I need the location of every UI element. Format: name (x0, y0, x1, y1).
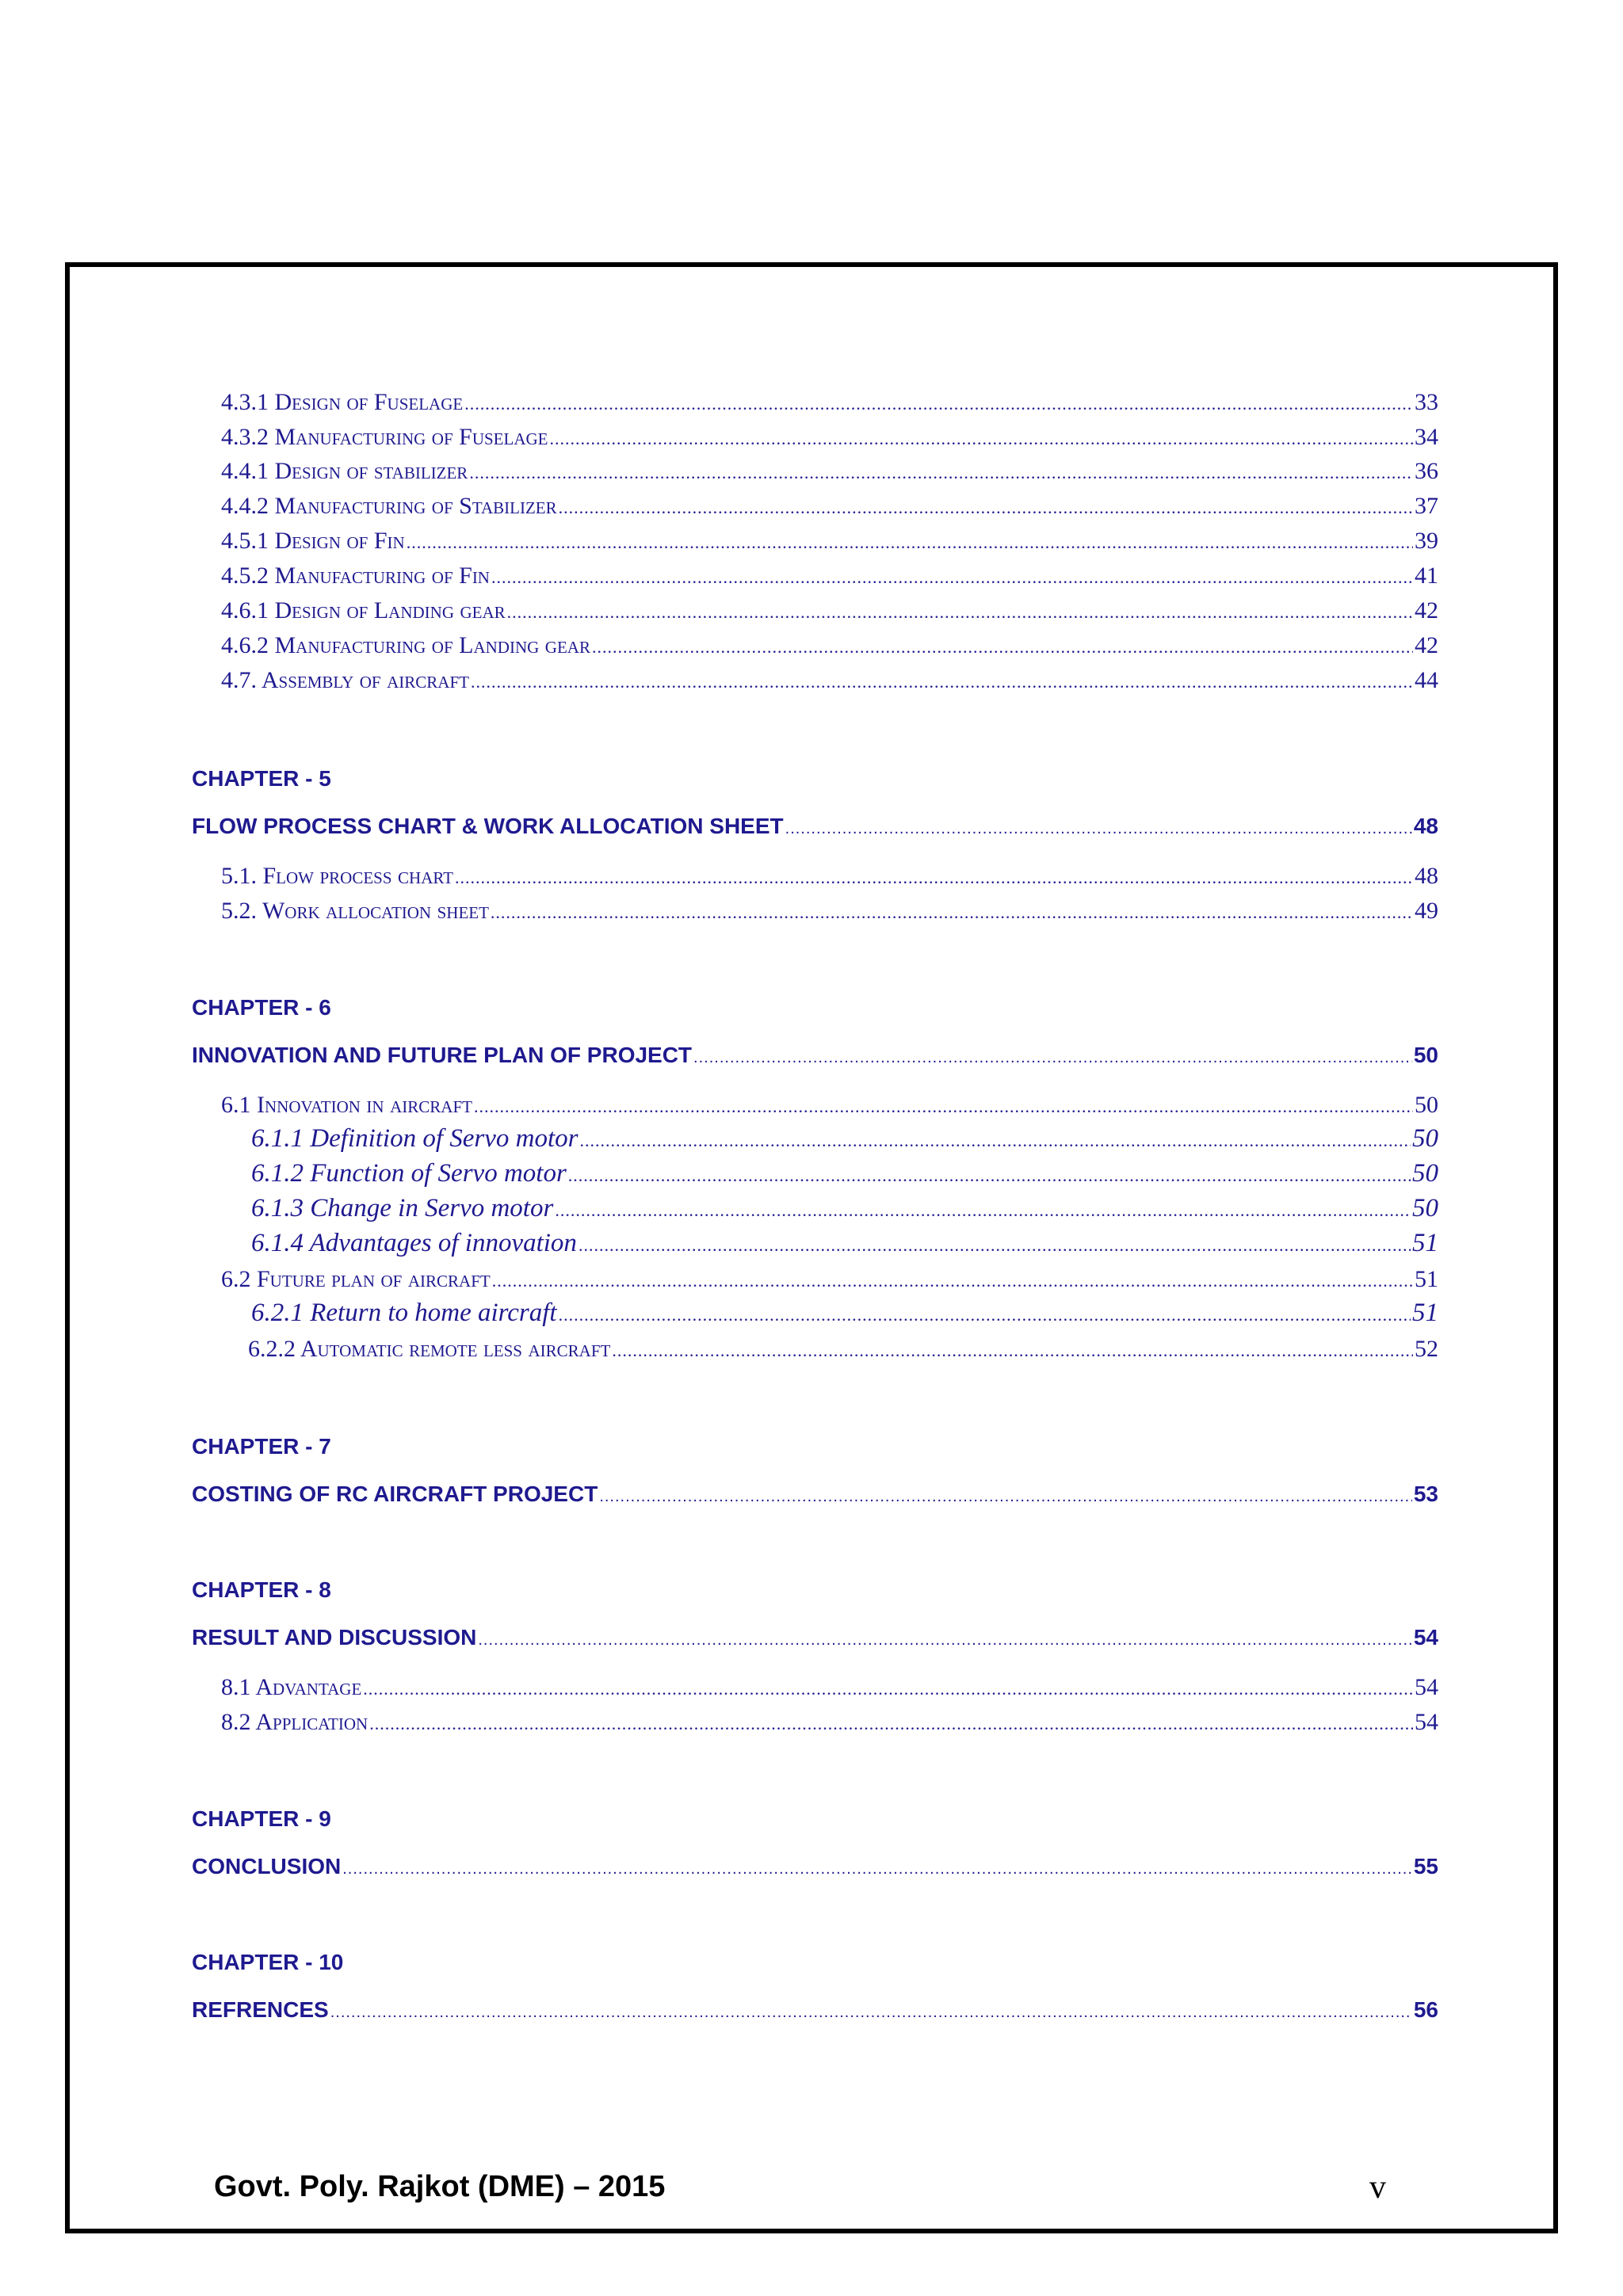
toc-label: 4.6.1 Design of Landing gear (221, 597, 506, 624)
toc-label: 6.1.4 Advantages of innovation (251, 1229, 577, 1257)
leader-dots (592, 637, 1413, 658)
leader-dots (507, 602, 1413, 623)
chapter-6-heading: CHAPTER - 6 (192, 995, 331, 1020)
toc-label: 4.3.2 Manufacturing of Fuselage (221, 424, 548, 450)
leader-dots (330, 2004, 1412, 2022)
toc-chapter-9-title[interactable] (192, 1854, 1438, 1879)
chapter-5-heading: CHAPTER - 5 (192, 766, 331, 791)
toc-entry-6-1-3[interactable] (251, 1194, 1438, 1223)
toc-page: 50 (1413, 1043, 1438, 1067)
toc-entry-6-2-2[interactable] (248, 1336, 1438, 1363)
toc-page: 55 (1413, 1854, 1438, 1878)
toc-label: 6.1.3 Change in Servo motor (251, 1194, 554, 1222)
toc-page: 44 (1415, 667, 1438, 693)
toc-chapter-6-title[interactable] (192, 1043, 1438, 1068)
toc-entry-5-2[interactable] (221, 898, 1438, 925)
toc-page: 36 (1415, 458, 1438, 484)
toc-page: 54 (1415, 1709, 1438, 1735)
toc-entry-6-1-4[interactable] (251, 1229, 1438, 1258)
toc-label: 4.5.1 Design of Fin (221, 528, 405, 554)
toc-page: 37 (1415, 493, 1438, 519)
toc-page: 52 (1415, 1336, 1438, 1362)
leader-dots (491, 902, 1413, 923)
leader-dots (363, 1679, 1413, 1699)
toc-page: 53 (1413, 1482, 1438, 1506)
toc-entry-6-2-1[interactable] (251, 1299, 1438, 1328)
toc-page: 42 (1415, 597, 1438, 624)
toc-entry-4-7[interactable] (221, 667, 1438, 694)
toc-entry-4-5-2[interactable] (221, 563, 1438, 589)
toc-label: 6.2.2 Automatic remote less aircraft (248, 1336, 611, 1362)
toc-chapter-5-title[interactable] (192, 814, 1438, 839)
toc-label: RESULT AND DISCUSSION (192, 1625, 477, 1650)
leader-dots (579, 1131, 1411, 1151)
toc-entry-6-1-2[interactable] (251, 1159, 1438, 1188)
toc-label: 6.1.1 Definition of Servo motor (251, 1124, 579, 1153)
toc-page: 33 (1415, 389, 1438, 415)
toc-page: 41 (1415, 563, 1438, 589)
toc-entry-4-4-1[interactable] (221, 458, 1438, 485)
toc-entry-6-2[interactable] (221, 1266, 1438, 1293)
toc-label: 4.3.1 Design of Fuselage (221, 389, 464, 415)
leader-dots (612, 1341, 1413, 1361)
leader-dots (579, 1235, 1411, 1256)
toc-entry-6-1-1[interactable] (251, 1124, 1438, 1154)
leader-dots (549, 429, 1413, 449)
toc-label: REFRENCES (192, 1997, 329, 2022)
chapter-9-heading: CHAPTER - 9 (192, 1806, 331, 1831)
toc-page: 51 (1415, 1266, 1438, 1292)
toc-page: 50 (1415, 1092, 1438, 1118)
toc-chapter-8-title[interactable] (192, 1625, 1438, 1650)
leader-dots (492, 1271, 1413, 1291)
toc-entry-6-1[interactable] (221, 1092, 1438, 1119)
toc-page: 51 (1412, 1299, 1438, 1327)
toc-page: 48 (1413, 814, 1438, 838)
toc-label: 4.5.2 Manufacturing of Fin (221, 563, 490, 589)
leader-dots (599, 1488, 1412, 1506)
chapter-10-heading: CHAPTER - 10 (192, 1950, 344, 1974)
toc-entry-4-3-1[interactable] (221, 389, 1438, 416)
toc-label: 6.1 Innovation in aircraft (221, 1092, 472, 1118)
toc-page: 50 (1412, 1159, 1438, 1188)
toc-entry-4-5-1[interactable] (221, 528, 1438, 555)
toc-label: CONCLUSION (192, 1854, 342, 1878)
leader-dots (559, 498, 1413, 518)
toc-page: 54 (1415, 1674, 1438, 1700)
leader-dots (559, 1305, 1411, 1325)
leader-dots (478, 1631, 1411, 1650)
toc-page: 34 (1415, 424, 1438, 450)
chapter-8-heading: CHAPTER - 8 (192, 1577, 331, 1602)
toc-page: 39 (1415, 528, 1438, 554)
toc-label: 4.4.1 Design of stabilizer (221, 458, 468, 484)
toc-label: 6.2 Future plan of aircraft (221, 1266, 491, 1292)
leader-dots (455, 868, 1413, 888)
toc-label: 4.6.2 Manufacturing of Landing gear (221, 632, 590, 658)
leader-dots (568, 1165, 1411, 1186)
toc-label: 4.4.2 Manufacturing of Stabilizer (221, 493, 557, 519)
leader-dots (369, 1714, 1413, 1734)
chapter-7-heading: CHAPTER - 7 (192, 1434, 331, 1459)
toc-entry-8-1[interactable] (221, 1674, 1438, 1701)
toc-label: 6.1.2 Function of Servo motor (251, 1159, 567, 1188)
leader-dots (471, 672, 1413, 692)
toc-page: 42 (1415, 632, 1438, 658)
toc-entry-4-4-2[interactable] (221, 493, 1438, 520)
toc-page: 48 (1415, 863, 1438, 889)
toc-chapter-7-title[interactable] (192, 1482, 1438, 1507)
footer-page-number: v (1369, 2169, 1386, 2206)
toc-page: 54 (1413, 1625, 1438, 1650)
toc-page: 51 (1412, 1229, 1438, 1257)
leader-dots (464, 394, 1413, 414)
leader-dots (491, 567, 1413, 588)
toc-entry-4-6-2[interactable] (221, 632, 1438, 659)
footer-institution: Govt. Poly. Rajkot (DME) – 2015 (214, 2170, 666, 2203)
toc-label: 5.2. Work allocation sheet (221, 898, 489, 924)
toc-label: FLOW PROCESS CHART & WORK ALLOCATION SHEET (192, 814, 784, 838)
toc-label: 8.2 Application (221, 1709, 369, 1735)
leader-dots (474, 1097, 1413, 1117)
toc-label: 8.1 Advantage (221, 1674, 362, 1700)
toc-chapter-10-title[interactable] (192, 1997, 1438, 2023)
leader-dots (693, 1049, 1412, 1067)
toc-entry-8-2[interactable] (221, 1709, 1438, 1736)
leader-dots (469, 463, 1413, 483)
toc-page: 56 (1413, 1997, 1438, 2022)
toc-page: 50 (1412, 1124, 1438, 1153)
toc-page: 50 (1412, 1194, 1438, 1222)
toc-label: 5.1. Flow process chart (221, 863, 453, 889)
toc-label: 6.2.1 Return to home aircraft (251, 1299, 557, 1327)
toc-label: 4.7. Assembly of aircraft (221, 667, 469, 693)
leader-dots (785, 820, 1412, 838)
leader-dots (407, 532, 1413, 553)
toc-entry-4-3-2[interactable] (221, 424, 1438, 451)
leader-dots (555, 1200, 1411, 1221)
toc-label: INNOVATION AND FUTURE PLAN OF PROJECT (192, 1043, 693, 1067)
toc-entry-4-6-1[interactable] (221, 597, 1438, 624)
toc-entry-5-1[interactable] (221, 863, 1438, 890)
toc-label: COSTING OF RC AIRCRAFT PROJECT (192, 1482, 598, 1506)
leader-dots (342, 1860, 1412, 1878)
toc-page: 49 (1415, 898, 1438, 924)
